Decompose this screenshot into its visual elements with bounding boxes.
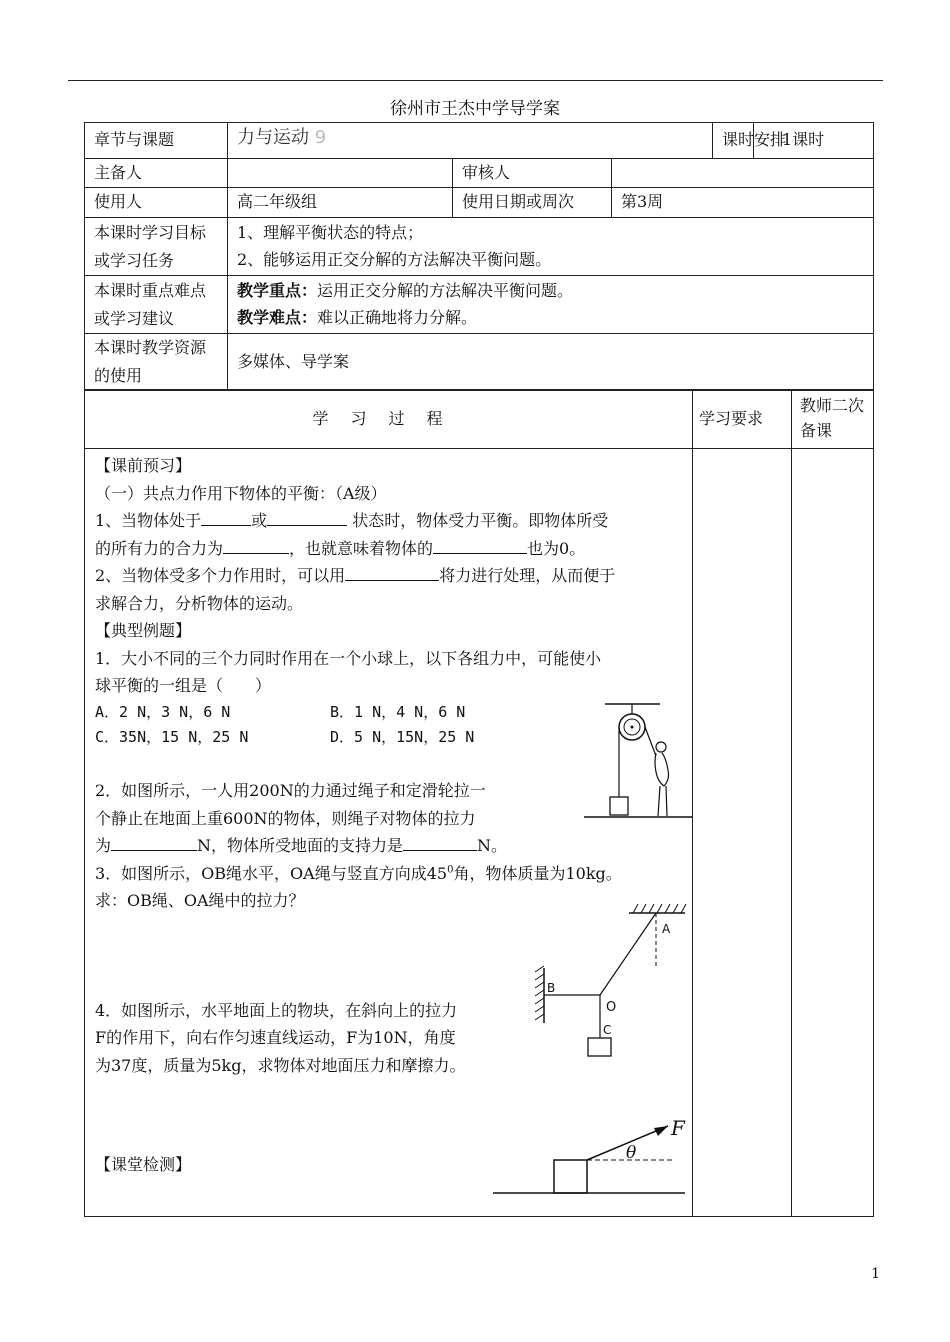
reviewer-value — [612, 159, 874, 188]
key-label: 本课时重点难点或学习建议 — [85, 276, 228, 334]
goal-value — [228, 218, 874, 276]
answer-blank[interactable] — [201, 507, 251, 526]
document-title: 徐州市王杰中学导学案 — [390, 99, 560, 119]
label-c: C — [603, 1023, 612, 1037]
preview-q1-line1: 1、当物体处于 或 状态时，物体受力平衡。即物体所受 — [95, 507, 690, 535]
pulley-figure — [580, 700, 695, 825]
rope-tension-figure — [525, 900, 695, 1065]
answer-blank[interactable] — [433, 535, 527, 554]
chapter-value-main: 力与运动 — [237, 127, 309, 148]
label-f: F — [671, 1116, 685, 1140]
date-label: 使用日期或周次 — [453, 188, 612, 218]
example-q1-line2: 球平衡的一组是（ ） — [95, 676, 272, 696]
preparer-value — [228, 159, 453, 188]
preview-heading: 【课前预习】 — [95, 456, 192, 475]
key-value — [228, 276, 874, 334]
label-o: O — [606, 1000, 617, 1015]
block-force-figure — [490, 1112, 695, 1197]
example-q4-line2: F的作用下，向右作匀速直线运动，F为10N，角度 — [95, 1028, 456, 1048]
option-b: B．1 N，4 N，6 N — [330, 702, 466, 721]
date-value: 第3周 — [612, 188, 874, 218]
schedule-label: 课时安排 — [713, 123, 754, 159]
chapter-value — [228, 123, 713, 159]
example-q2-line2: 个静止在地面上重600N的物体，则绳子对物体的拉力 — [95, 808, 476, 828]
class-check-heading: 【课堂检测】 — [95, 1155, 192, 1175]
chapter-value-ghost: 9 — [309, 127, 327, 148]
example-q2-line1: 2．如图所示，一人用200N的力通过绳子和定滑轮拉一 — [95, 781, 486, 801]
process-title-cell — [85, 390, 693, 449]
answer-blank[interactable] — [403, 833, 477, 852]
answer-blank[interactable] — [111, 833, 197, 852]
header-rule — [68, 80, 883, 81]
option-c: C．35N，15 N，25 N — [95, 728, 249, 747]
answer-blank[interactable] — [267, 507, 347, 526]
key-point-text: 运用正交分解的方法解决平衡问题。 — [317, 281, 574, 301]
example-q4-line3: 为37度，质量为5kg，求物体对地面压力和摩擦力。 — [95, 1055, 466, 1075]
answer-blank[interactable] — [223, 535, 289, 554]
process-title: 学习过程 — [312, 408, 465, 428]
example-heading: 【典型例题】 — [95, 621, 192, 641]
example-q4-line1: 4．如图所示，水平地面上的物块，在斜向上的拉力 — [95, 1000, 458, 1020]
example-q2-line3: 为 N，物体所受地面的支持力是 N。 — [95, 832, 690, 860]
key-point-label: 教学重点： — [237, 281, 318, 301]
label-theta: θ — [626, 1143, 637, 1163]
goal-line-2: 2、能够运用正交分解的方法解决平衡问题。 — [237, 249, 552, 269]
preview-q2-line2: 求解合力，分析物体的运动。 — [95, 593, 304, 613]
requirement-cell — [693, 449, 792, 1217]
label-b: B — [547, 981, 556, 995]
preview-q2-line1: 2、当物体受多个力作用时，可以用 将力进行处理，从而便于 — [95, 562, 690, 590]
schedule-value: 1课时 — [754, 123, 874, 159]
goal-label: 本课时学习目标或学习任务 — [85, 218, 228, 276]
reviewer-label: 审核人 — [453, 159, 612, 188]
resource-label: 本课时教学资源的使用 — [85, 334, 228, 391]
lesson-info-table — [84, 122, 874, 391]
requirement-label: 学习要求 — [693, 390, 792, 449]
example-q3-line2: 求：OB绳、OA绳中的拉力？ — [95, 891, 305, 911]
example-q1-options-row1 — [95, 700, 565, 726]
difficulty-text: 难以正确地将力分解。 — [317, 307, 478, 327]
example-q1-options-row2 — [95, 725, 565, 751]
option-a: A．2 N，3 N，6 N — [95, 702, 231, 721]
preparer-label: 主备人 — [85, 159, 228, 188]
user-label: 使用人 — [85, 188, 228, 218]
example-q3-line1: 3．如图所示，OB绳水平，OA绳与竖直方向成$45^0$角，物体质量为10kg。 — [95, 863, 622, 883]
teacher-notes-label: 教师二次备课 — [792, 390, 874, 449]
difficulty-label: 教学难点： — [237, 307, 318, 327]
preview-q1-line2: 的所有力的合力为 ，也就意味着物体的 也为0。 — [95, 535, 690, 563]
preview-subheading: （一）共点力作用下物体的平衡：（A级） — [95, 483, 387, 503]
goal-line-1: 1、理解平衡状态的特点； — [237, 223, 424, 243]
option-d: D．5 N，15N，25 N — [330, 728, 475, 747]
user-value: 高二年级组 — [228, 188, 453, 218]
page-number: 1 — [871, 1266, 880, 1282]
label-a: A — [662, 922, 671, 936]
example-q1-line1: 1．大小不同的三个力同时作用在一个小球上，以下各组力中，可能使小 — [95, 648, 602, 668]
answer-blank[interactable] — [345, 562, 439, 581]
chapter-label: 章节与课题 — [85, 123, 228, 159]
teacher-notes-cell — [792, 449, 874, 1217]
resource-value: 多媒体、导学案 — [228, 334, 874, 391]
